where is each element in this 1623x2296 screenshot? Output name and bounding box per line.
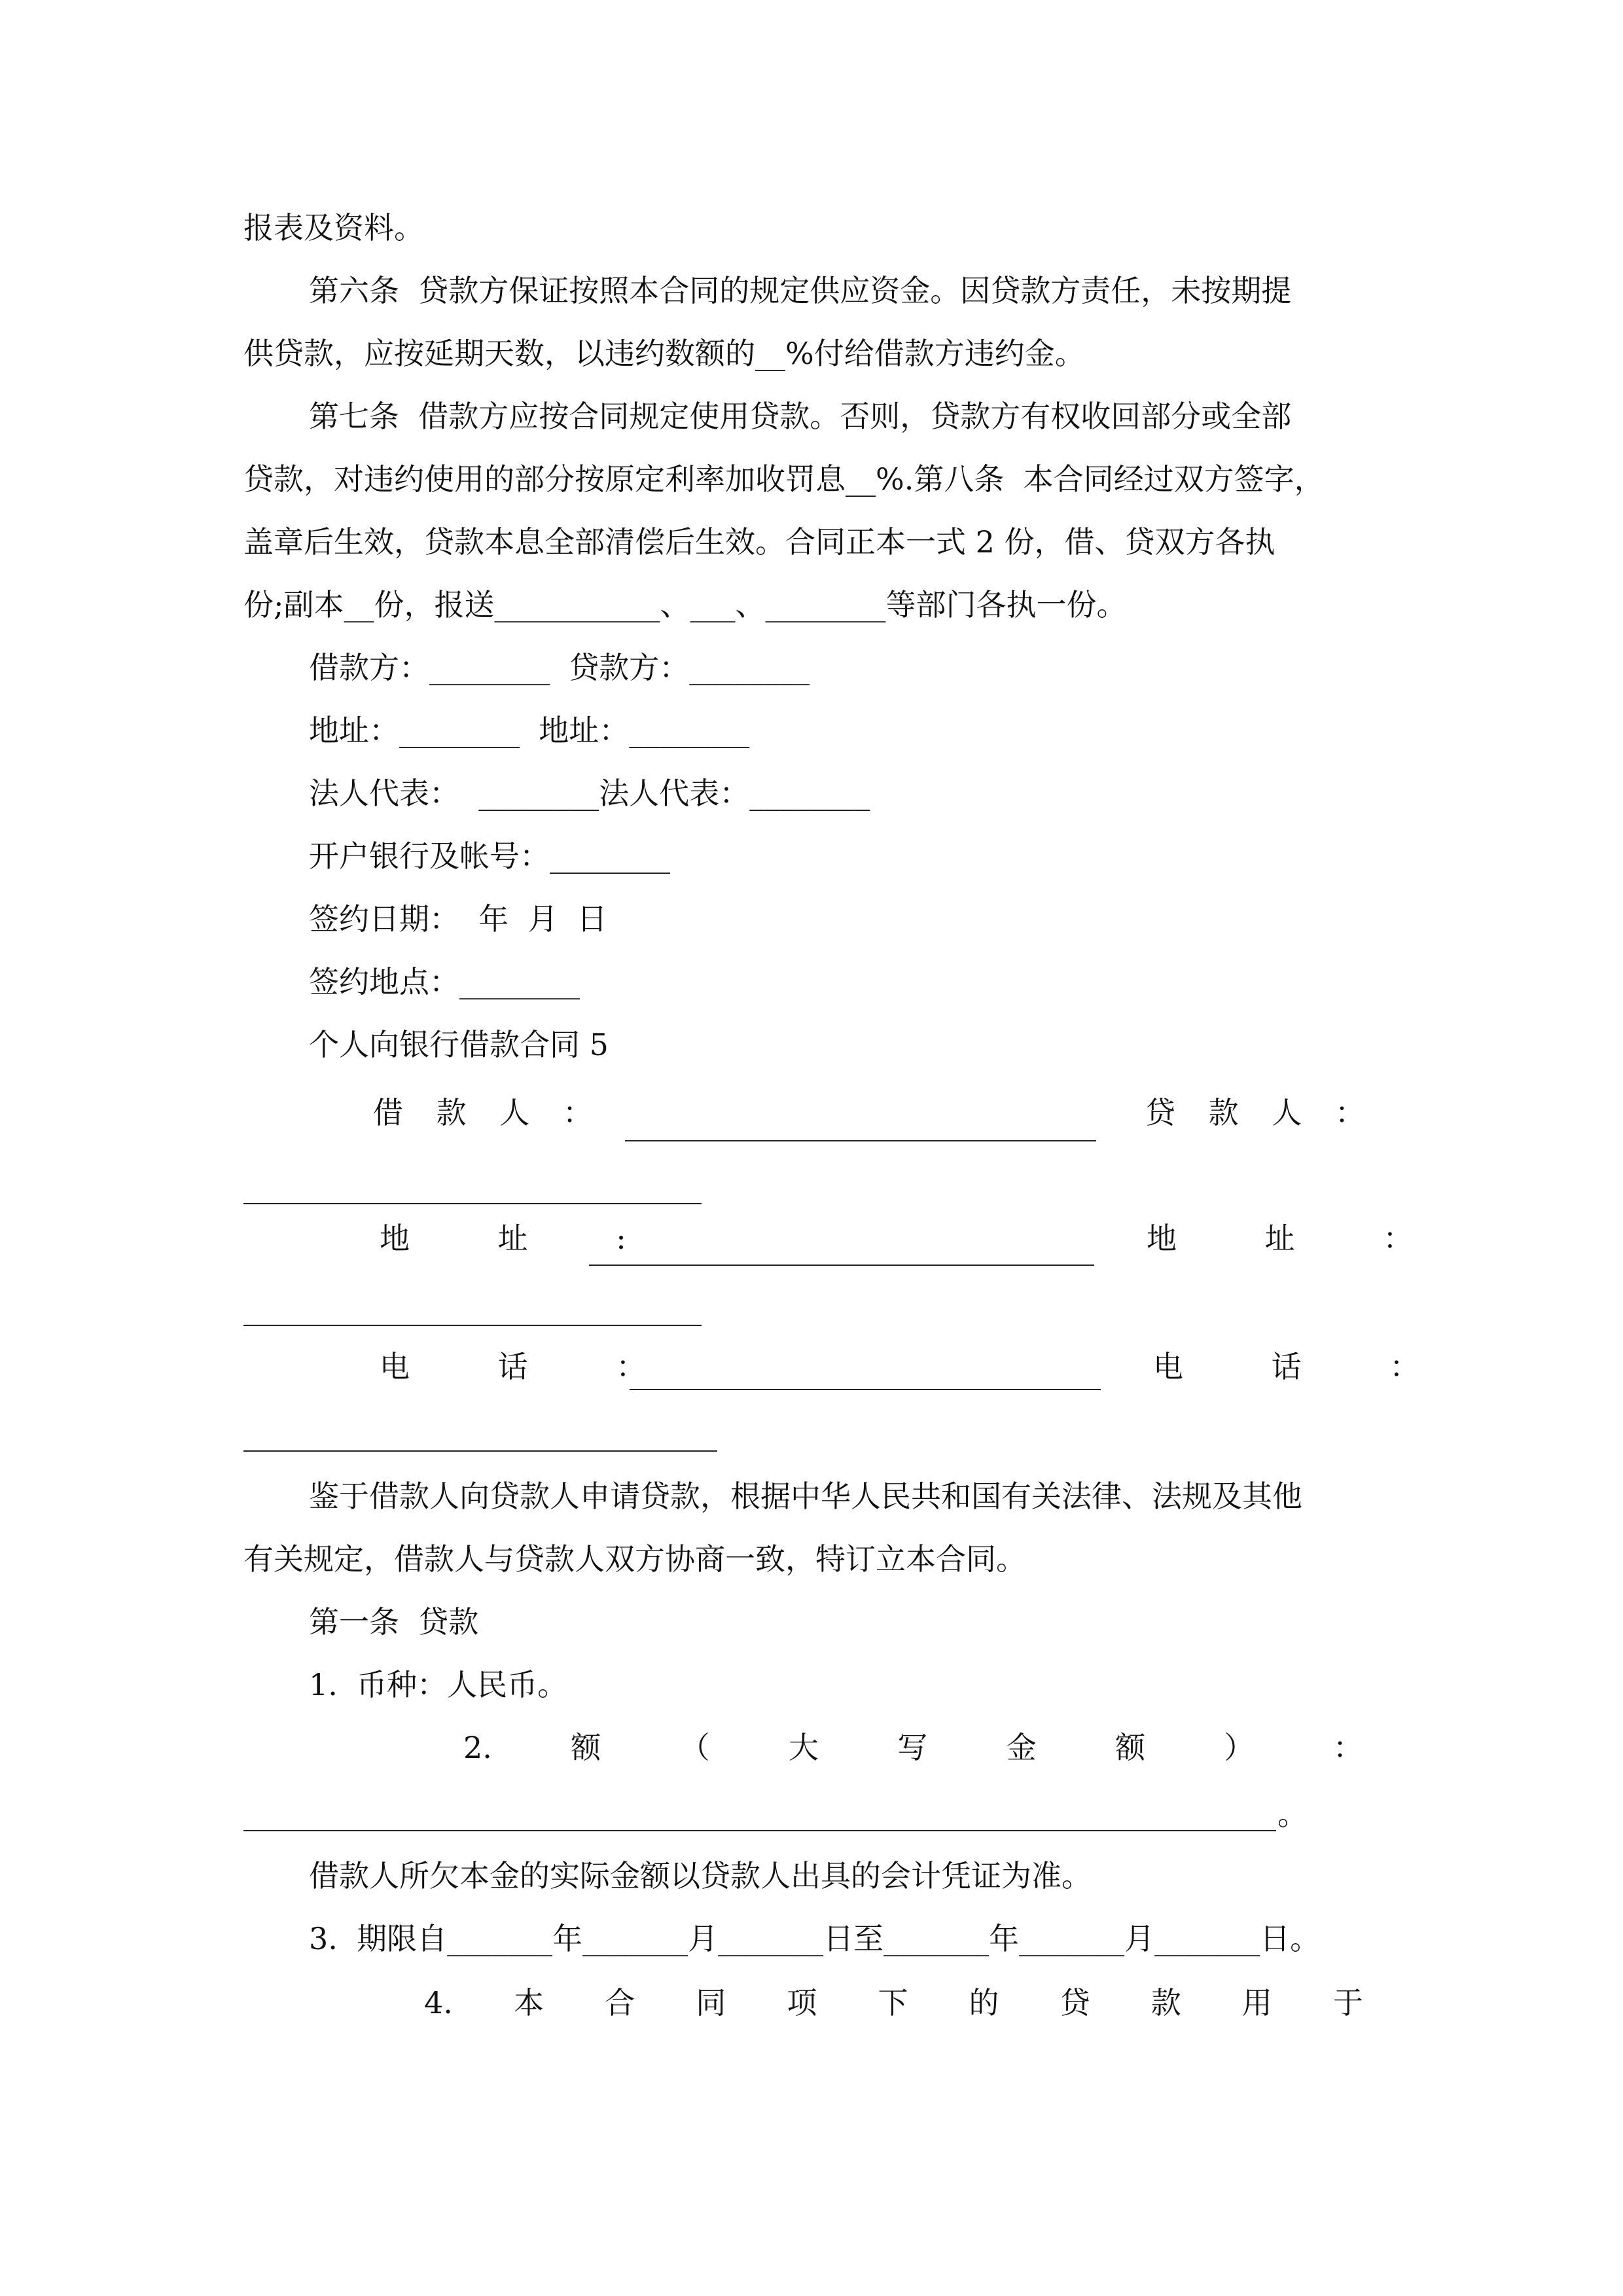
phone-right-blank [243,1450,717,1452]
legal-representative-line: 法人代表： ________法人代表：________ [309,776,870,811]
article-six-line: 第六条 贷款方保证按照本合同的规定供应资金。因贷款方责任，未按期提 [309,273,1292,308]
section-title: 个人向银行借款合同 5 [309,1027,609,1062]
amount-blank [243,1830,1276,1831]
purpose-number: 4. [424,1985,453,2020]
paragraph-line: 贷款，对违约使用的部分按原定利率加收罚息__%.第八条 本合同经过双方签字， [243,461,1325,497]
signing-place-line: 签约地点：________ [309,964,580,999]
amount-line [463,1728,1363,1767]
phone-left-blank [630,1389,1101,1390]
purpose-char: 的 [969,1985,999,2020]
paragraph-line: 份;副本__份，报送___________、___、________等部门各执一份。 [243,587,1127,622]
purpose-char: 贷 [1060,1985,1090,2020]
amount-char: 写 [897,1730,928,1765]
borrower-blank [625,1140,1096,1141]
phone-left-label: 电 话 ： [380,1349,686,1384]
amount-char: 额 [1115,1730,1146,1765]
address-left-label: 地 址 : [380,1221,666,1256]
address-right-blank [243,1325,702,1326]
amount-char: （ [679,1730,710,1765]
borrower-label: 借 款 人 ： [373,1095,605,1130]
purpose-char: 项 [787,1985,817,2020]
signing-date-line: 签约日期： 年 月 日 [309,901,607,937]
article-seven-line: 第七条 借款方应按合同规定使用贷款。否则，贷款方有权收回部分或全部 [309,399,1292,434]
purpose-char: 合 [605,1985,635,2020]
preamble-line: 鉴于借款人向贷款人申请贷款，根据中华人民共和国有关法律、法规及其他 [309,1479,1302,1514]
paragraph-line: 报表及资料。 [243,210,424,245]
purpose-line [424,1983,1363,2022]
purpose-char: 用 [1241,1985,1272,2020]
address-left-blank [589,1265,1094,1266]
lender-label: 贷 款 人 ： [1145,1095,1377,1130]
purpose-char: 本 [514,1985,544,2020]
article-one-title: 第一条 贷款 [309,1604,479,1640]
amount-char: ： [1332,1730,1363,1765]
purpose-char: 款 [1150,1985,1181,2020]
paragraph-line: 供贷款，应按延期天数，以违约数额的__%付给借款方违约金。 [243,336,1085,371]
amount-char: ） [1224,1730,1255,1765]
phone-right-label: 电 话 ： [1153,1349,1459,1384]
amount-number: 2. [463,1730,492,1765]
purpose-char: 同 [696,1985,726,2020]
amount-char: 金 [1006,1730,1037,1765]
preamble-line: 有关规定，借款人与贷款人双方协商一致，特订立本合同。 [243,1541,1026,1577]
address-line: 地址：________ 地址：________ [309,713,750,748]
amount-char: 额 [571,1730,601,1765]
currency-line: 1. 币种：人民币。 [309,1667,568,1702]
principal-note-line: 借款人所欠本金的实际金额以贷款人出具的会计凭证为准。 [309,1858,1092,1893]
term-line: 3. 期限自_______年_______月_______日至_______年_______月_______日。 [309,1921,1321,1956]
borrower-lender-line: 借款方：________ 贷款方：________ [309,650,810,685]
purpose-char: 下 [878,1985,908,2020]
lender-blank [243,1203,702,1204]
amount-end: 。 [1277,1797,1308,1832]
paragraph-line: 盖章后生效，贷款本息全部清偿后生效。合同正本一式 2 份，借、贷双方各执 [243,524,1275,560]
address-right-label: 地 址 ： [1147,1221,1453,1256]
amount-char: 大 [789,1730,819,1765]
purpose-char: 于 [1332,1985,1363,2020]
bank-account-line: 开户银行及帐号：________ [309,838,670,874]
